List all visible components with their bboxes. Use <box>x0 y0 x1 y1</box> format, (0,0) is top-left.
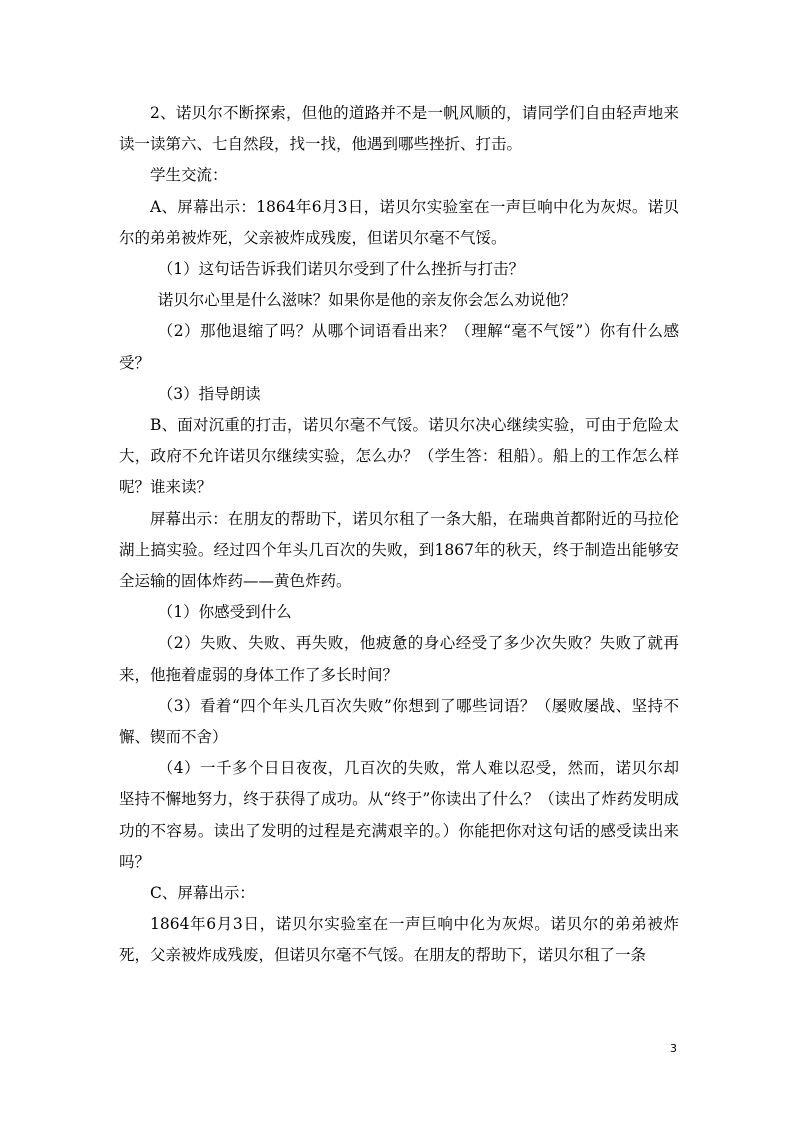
document-body <box>119 98 679 972</box>
paragraph-question-1: （1）这句话告诉我们诺贝尔受到了什么挫折与打击？ <box>157 260 525 279</box>
paragraph-step-2: 2、诺贝尔不断探索，但他的道路并不是一帆风顺的，请同学们自由轻声地来读一读第六、七自然段，找一找，他遇到哪些挫折、打击。 <box>119 104 679 154</box>
paragraph-section-b: B、面对沉重的打击，诺贝尔毫不气馁。诺贝尔决心继续实验，可由于危险太大，政府不允许诺贝尔继续实验，怎么办？（学生答：租船）。船上的工作怎么样呢？谁来读？ <box>119 416 679 497</box>
paragraph-screen-c-text: 1864年6月3日，诺贝尔实验室在一声巨响中化为灰烬。诺贝尔的弟弟被炸死，父亲被炸成残废，但诺贝尔毫不气馁。在朋友的帮助下，诺贝尔租了一条 <box>119 915 679 965</box>
paragraph-question-2: （2）那他退缩了吗？从哪个词语看出来？（理解“毫不气馁”）你有什么感受？ <box>119 322 679 372</box>
paragraph-student-exchange: 学生交流： <box>150 166 228 185</box>
paragraph-b-question-4: （4）一千多个日日夜夜，几百次的失败，常人难以忍受，然而，诺贝尔却坚持不懈地努力，终于获得了成功。从“终于”你读出了什么？（读出了炸药发明成功的不容易。读出了发明的过程是充满艰辛的。）你能把你对这句话的感受读出来吗？ <box>119 759 679 871</box>
paragraph-b-question-1: （1）你感受到什么 <box>157 603 292 622</box>
paragraph-screen-b: 屏幕出示：在朋友的帮助下，诺贝尔租了一条大船，在瑞典首都附近的马拉伦湖上搞实验。经过四个年头几百次的失败，到1867年的秋天，终于制造出能够安全运输的固体炸药——黄色炸药。 <box>119 509 679 591</box>
paragraph-question-feeling: 诺贝尔心里是什么滋味？如果你是他的亲友你会怎么劝说他？ <box>157 291 577 310</box>
paragraph-guided-reading: （3）指导朗读 <box>157 384 261 403</box>
paragraph-screen-c: C、屏幕出示： <box>150 884 255 903</box>
paragraph-screen-a: A、屏幕出示：1864年6月3日，诺贝尔实验室在一声巨响中化为灰烬。诺贝尔的弟弟被炸死，父亲被炸成残废，但诺贝尔毫不气馁。 <box>119 197 679 247</box>
paragraph-b-question-2: （2）失败、失败、再失败，他疲惫的身心经受了多少次失败？失败了就再来，他拖着虚弱的身体工作了多长时间？ <box>119 634 679 684</box>
paragraph-b-question-3: （3）看着“四个年头几百次失败”你想到了哪些词语？（屡败屡战、坚持不懈、锲而不舍） <box>119 696 679 747</box>
page-number: 3 <box>670 1042 677 1055</box>
